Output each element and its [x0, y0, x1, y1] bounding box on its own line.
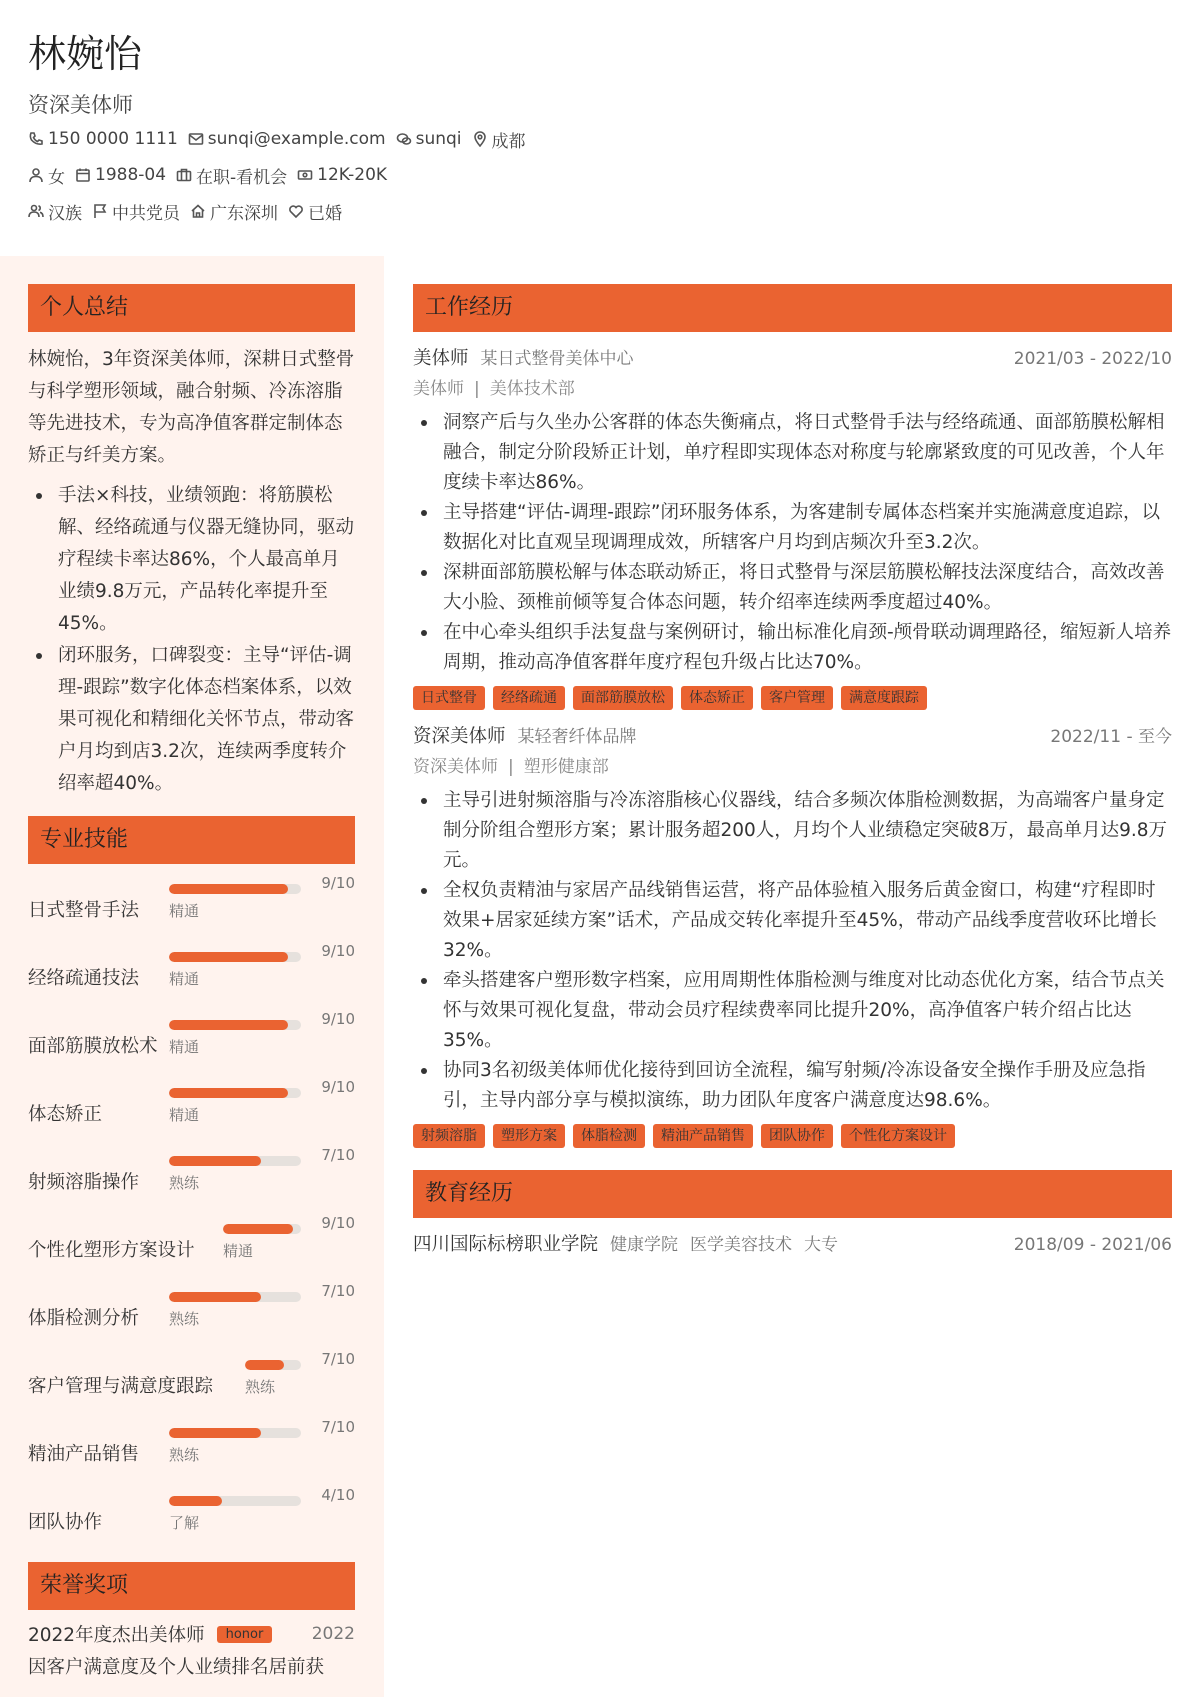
job-position: 资深美体师 — [413, 757, 498, 777]
contact-row — [28, 122, 1178, 156]
skill-fill — [245, 1360, 284, 1370]
award-tag: honor — [217, 1626, 273, 1643]
skill-tag: 塑形方案 — [493, 1124, 565, 1148]
skill-level: 精通 — [223, 1242, 254, 1260]
skills-section-title: 专业技能 — [28, 816, 355, 864]
skill-meter — [169, 1078, 355, 1125]
skill-fill — [169, 1496, 222, 1506]
skill-level: 熟练 — [245, 1378, 276, 1396]
job-header — [413, 722, 1172, 752]
skill-fill — [169, 1020, 288, 1030]
award-year: 2022 — [311, 1624, 355, 1644]
awards-section-title: 荣誉奖项 — [28, 1562, 355, 1610]
skill-level: 精通 — [169, 902, 200, 920]
main-content — [413, 284, 1172, 1262]
job-bullets — [413, 786, 1172, 1116]
skill-fill — [169, 952, 288, 962]
hometown-text: 广东深圳 — [210, 203, 278, 224]
skill-track — [169, 952, 301, 962]
job-separator: | — [474, 379, 480, 399]
job-header — [413, 344, 1172, 374]
background-row — [28, 194, 1178, 228]
skill-score: 7/10 — [321, 1418, 355, 1436]
flag-icon — [92, 203, 108, 219]
skill-track — [169, 1156, 301, 1166]
briefcase-icon — [176, 167, 192, 183]
skill-tag: 射频溶脂 — [413, 1124, 485, 1148]
skill-track — [245, 1360, 301, 1370]
candidate-role: 资深美体师 — [28, 93, 133, 117]
skill-name: 体态矫正 — [28, 1104, 103, 1125]
skill-name: 个性化塑形方案设计 — [28, 1240, 195, 1261]
skill-track — [169, 1020, 301, 1030]
phone-text: 150 0000 1111 — [48, 129, 178, 149]
summary-section-title: 个人总结 — [28, 284, 355, 332]
skill-meter — [169, 1418, 355, 1465]
skill-meter — [169, 1010, 355, 1057]
skill-name: 精油产品销售 — [28, 1444, 140, 1465]
skill-name: 面部筋膜放松术 — [28, 1036, 158, 1057]
skill-item — [28, 1486, 355, 1554]
job-position: 美体师 — [413, 379, 464, 399]
award-name: 因客户满意度及个人业绩排名居前获 — [28, 1657, 325, 1678]
salary-text: 12K-20K — [317, 165, 388, 185]
skill-tag: 日式整骨 — [413, 686, 485, 710]
skill-name: 日式整骨手法 — [28, 900, 140, 921]
skill-tag: 体态矫正 — [681, 686, 753, 710]
wechat-icon — [396, 131, 412, 147]
skill-tag: 团队协作 — [761, 1124, 833, 1148]
skill-item — [28, 942, 355, 1010]
skill-item — [28, 1214, 355, 1282]
skill-fill — [169, 1292, 261, 1302]
skill-fill — [169, 1428, 261, 1438]
award-name: 2022年度杰出美体师 — [28, 1625, 205, 1646]
summary-bullet: 闭环服务，口碑裂变：主导“评估-调理-跟踪”数字化体态档案体系，以效果可视化和精细化关怀节点，带动客户月均到店3.2次，连续两季度转介绍率超40%。 — [28, 640, 355, 800]
skill-item — [28, 1350, 355, 1418]
skill-tag: 体脂检测 — [573, 1124, 645, 1148]
salary-item — [297, 165, 387, 185]
skill-item — [28, 1010, 355, 1078]
calendar-icon — [75, 167, 91, 183]
work-section-title: 工作经历 — [413, 284, 1172, 332]
job-subheader — [413, 374, 1172, 404]
phone-item — [28, 129, 178, 149]
user-icon — [28, 167, 44, 183]
job-bullets — [413, 408, 1172, 678]
skill-fill — [169, 1088, 288, 1098]
edu-college: 健康学院 — [610, 1235, 679, 1255]
skill-name: 经络疏通技法 — [28, 968, 140, 989]
job-bullet: 主导引进射频溶脂与冷冻溶脂核心仪器线，结合多频次体脂检测数据，为高端客户量身定制分阶组合塑形方案；累计服务超200人，月均个人业绩稳定突破8万，最高单月达9.8万元。 — [413, 786, 1172, 876]
skill-level: 熟练 — [169, 1174, 200, 1192]
skill-tag: 精油产品销售 — [653, 1124, 753, 1148]
resume-header — [28, 30, 1178, 228]
politics-text: 中共党员 — [112, 203, 180, 224]
sidebar — [0, 256, 384, 1697]
job-bullet: 主导搭建“评估-调理-跟踪”闭环服务体系，为客建制专属体态档案并实施满意度追踪，以数据化对比直观呈现调理成效，所辖客户月均到店频次升至3.2次。 — [413, 498, 1172, 558]
skill-name: 射频溶脂操作 — [28, 1172, 140, 1193]
skill-level: 熟练 — [169, 1310, 200, 1328]
skill-score: 9/10 — [321, 942, 355, 960]
skill-tag: 客户管理 — [761, 686, 833, 710]
phone-icon — [28, 131, 44, 147]
job-bullet: 全权负责精油与家居产品线销售运营，将产品体验植入服务后黄金窗口，构建“疗程即时效果+居家延续方案”话术，产品成交转化率提升至45%，带动产品线季度营收环比增长32%。 — [413, 876, 1172, 966]
skill-fill — [223, 1224, 293, 1234]
skill-fill — [169, 1156, 261, 1166]
skill-name: 客户管理与满意度跟踪 — [28, 1376, 214, 1397]
job-entry — [413, 344, 1172, 710]
location-text: 成都 — [491, 131, 526, 152]
education-entry — [413, 1230, 1172, 1262]
skill-track — [169, 1428, 301, 1438]
summary-bullet: 手法×科技，业绩领跑：将筋膜松解、经络疏通与仪器无缝协同，驱动疗程续卡率达86%，个人最高单月业绩9.8万元，产品转化率提升至45%。 — [28, 480, 355, 640]
education-section-title: 教育经历 — [413, 1170, 1172, 1218]
wechat-item — [396, 129, 462, 149]
status-item — [176, 163, 287, 188]
job-tags — [413, 686, 1172, 710]
birth-item — [75, 165, 166, 185]
skill-track — [169, 1088, 301, 1098]
job-company: 某日式整骨美体中心 — [480, 349, 634, 369]
email-item — [188, 129, 386, 149]
skill-item — [28, 1418, 355, 1486]
candidate-name: 林婉怡 — [28, 32, 143, 76]
skill-meter — [169, 1146, 355, 1193]
skill-score: 9/10 — [321, 1010, 355, 1028]
skill-level: 了解 — [169, 1514, 200, 1532]
job-separator: | — [508, 757, 514, 777]
skill-item — [28, 1282, 355, 1350]
email-text: sunqi@example.com — [207, 129, 386, 149]
job-bullet: 深耕面部筋膜松解与体态联动矫正，将日式整骨与深层筋膜松解技法深度结合，高效改善大小脸、颈椎前倾等复合体态问题，转介绍率连续两季度超过40%。 — [413, 558, 1172, 618]
skill-track — [169, 1292, 301, 1302]
home-icon — [190, 203, 206, 219]
job-title: 资深美体师 — [413, 726, 506, 747]
status-text: 在职-看机会 — [196, 167, 288, 188]
marital-text: 已婚 — [308, 203, 342, 224]
location-item — [472, 127, 526, 152]
edu-degree: 大专 — [804, 1235, 839, 1255]
job-company: 某轻奢纤体品牌 — [517, 727, 637, 747]
skill-level: 熟练 — [169, 1446, 200, 1464]
money-icon — [297, 167, 313, 183]
politics-item — [92, 199, 180, 224]
personal-row — [28, 158, 1178, 192]
summary-bullets — [28, 480, 355, 800]
edu-date: 2018/09 - 2021/06 — [1013, 1235, 1172, 1255]
summary-text: 林婉怡，3年资深美体师，深耕日式整骨与科学塑形领域，融合射频、冷冻溶脂等先进技术，专为高净值客群定制体态矫正与纤美方案。 — [28, 349, 355, 466]
skill-meter — [223, 1214, 355, 1261]
skill-name: 体脂检测分析 — [28, 1308, 140, 1329]
edu-major: 医学美容技术 — [690, 1235, 793, 1255]
skill-tag: 经络疏通 — [493, 686, 565, 710]
hometown-item — [190, 199, 278, 224]
wechat-text: sunqi — [415, 129, 462, 149]
job-title: 美体师 — [413, 348, 469, 369]
skill-meter — [169, 1282, 355, 1329]
skill-score: 7/10 — [321, 1146, 355, 1164]
job-department: 美体技术部 — [489, 379, 575, 399]
awards-list — [28, 1618, 355, 1682]
skill-meter — [169, 1486, 355, 1533]
skill-track — [223, 1224, 301, 1234]
job-bullet: 洞察产后与久坐办公客群的体态失衡痛点，将日式整骨手法与经络疏通、面部筋膜松解相融合，制定分阶段矫正计划，单疗程即实现体态对称度与轮廓紧致度的可见改善，个人年度续卡率达86%。 — [413, 408, 1172, 498]
gender-text: 女 — [48, 167, 65, 188]
marital-item — [288, 199, 342, 224]
skill-item — [28, 1146, 355, 1214]
skill-meter — [245, 1350, 355, 1397]
skill-fill — [169, 884, 288, 894]
job-bullet: 牵头搭建客户塑形数字档案，应用周期性体脂检测与维度对比动态优化方案，结合节点关怀与效果可视化复盘，带动会员疗程续费率同比提升20%，高净值客户转介绍占比达35%。 — [413, 966, 1172, 1056]
job-bullet: 协同3名初级美体师优化接待到回访全流程，编写射频/冷冻设备安全操作手册及应急指引，主导内部分享与模拟演练，助力团队年度客户满意度达98.6%。 — [413, 1056, 1172, 1116]
skill-score: 4/10 — [321, 1486, 355, 1504]
ethnicity-text: 汉族 — [48, 203, 82, 224]
users-icon — [28, 203, 44, 219]
skill-level: 精通 — [169, 970, 200, 988]
skill-level: 精通 — [169, 1106, 200, 1124]
job-entry — [413, 722, 1172, 1148]
skill-name: 团队协作 — [28, 1512, 103, 1533]
sidebar-content — [28, 284, 355, 1682]
skill-track — [169, 884, 301, 894]
skill-level: 精通 — [169, 1038, 200, 1056]
award-item — [28, 1650, 355, 1682]
skill-item — [28, 874, 355, 942]
skills-list — [28, 874, 355, 1554]
skill-tag: 面部筋膜放松 — [573, 686, 673, 710]
job-date: 2021/03 - 2022/10 — [1013, 349, 1172, 369]
skill-score: 7/10 — [321, 1282, 355, 1300]
job-tags — [413, 1124, 1172, 1148]
job-subheader — [413, 752, 1172, 782]
location-pin-icon — [472, 131, 488, 147]
skill-meter — [169, 874, 355, 921]
mail-icon — [188, 131, 204, 147]
job-department: 塑形健康部 — [523, 757, 609, 777]
skill-tag: 满意度跟踪 — [841, 686, 927, 710]
skill-track — [169, 1496, 301, 1506]
skill-tag: 个性化方案设计 — [841, 1124, 955, 1148]
award-item — [28, 1618, 355, 1650]
ethnicity-item — [28, 199, 82, 224]
birth-text: 1988-04 — [95, 165, 167, 185]
skill-meter — [169, 942, 355, 989]
job-bullet: 在中心牵头组织手法复盘与案例研讨，输出标准化肩颈-颅骨联动调理路径，缩短新人培养周期，推动高净值客群年度疗程包升级占比达70%。 — [413, 618, 1172, 678]
skill-score: 7/10 — [321, 1350, 355, 1368]
skill-score: 9/10 — [321, 1214, 355, 1232]
skill-item — [28, 1078, 355, 1146]
gender-item — [28, 163, 65, 188]
job-date: 2022/11 - 至今 — [1050, 727, 1172, 747]
edu-school: 四川国际标榜职业学院 — [413, 1234, 599, 1255]
skill-score: 9/10 — [321, 874, 355, 892]
heart-icon — [288, 203, 304, 219]
skill-score: 9/10 — [321, 1078, 355, 1096]
